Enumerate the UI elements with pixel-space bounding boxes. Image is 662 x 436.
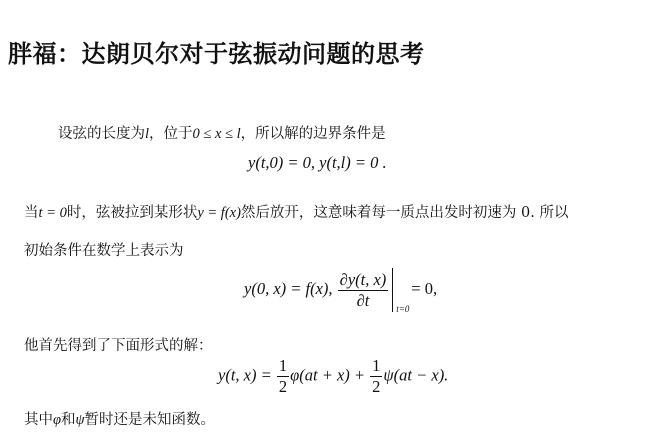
partial-derivative-fraction xyxy=(338,270,389,311)
equation-right: = 0, xyxy=(411,278,438,298)
evaluation-bar xyxy=(392,268,411,312)
fraction-denominator: 2 xyxy=(372,377,381,396)
fraction-numerator: ∂y(t, x) xyxy=(339,269,387,289)
math-t-zero: t = 0 xyxy=(38,205,67,221)
equation-left: y(t, x) = xyxy=(218,365,272,385)
text-segment: 初始条件在数学上表示为 xyxy=(24,243,184,259)
math-psi: ψ xyxy=(75,412,85,428)
equation-right: ψ(at − x). xyxy=(383,365,449,385)
paragraph-initial-shape xyxy=(24,201,568,222)
text-segment: 时，弦被拉到某形状 xyxy=(66,205,198,221)
text-segment: 当 xyxy=(24,205,39,221)
text-segment: ，位于 xyxy=(149,126,193,142)
paragraph-initial-condition-intro xyxy=(24,239,184,260)
text-segment: 其中 xyxy=(24,412,53,428)
equation-text: y(t,0) = 0, y(t,l) = 0 . xyxy=(248,153,387,172)
text-segment: 然后放开，这意味着每一质点出发时初速为 0. 所以 xyxy=(240,205,569,221)
half-fraction xyxy=(277,356,289,397)
paragraph-string-length xyxy=(58,122,386,143)
text-segment: 暂时还是未知函数。 xyxy=(84,412,216,428)
math-var-l: l xyxy=(145,126,150,142)
page-title: 胖福：达朗贝尔对于弦振动问题的思考 xyxy=(8,40,425,68)
equation-middle: φ(at + x) + xyxy=(290,365,366,385)
fraction-denominator: 2 xyxy=(278,377,288,396)
boundary-condition-equation xyxy=(248,153,387,173)
text-segment: 他首先得到了下面形式的解： xyxy=(24,338,213,354)
math-inequality: 0 ≤ x ≤ l xyxy=(192,126,241,142)
fraction-denominator: ∂t xyxy=(356,290,370,310)
half-fraction xyxy=(370,356,382,397)
paragraph-solution-intro xyxy=(24,334,213,355)
text-segment: 设弦的长度为 xyxy=(58,126,145,142)
math-phi: φ xyxy=(53,412,62,428)
paragraph-unknown-functions xyxy=(24,408,215,429)
fraction-numerator: 1 xyxy=(372,356,381,375)
evaluation-subscript: t=0 xyxy=(396,304,410,314)
math-y-fx: y = f(x) xyxy=(197,205,241,221)
text-segment: 和 xyxy=(61,412,76,428)
equation-left: y(0, x) = f(x), xyxy=(244,278,333,298)
text-segment: ，所以解的边界条件是 xyxy=(240,126,386,142)
initial-condition-equation xyxy=(244,268,437,312)
dalembert-solution-equation xyxy=(218,356,448,397)
fraction-numerator: 1 xyxy=(278,356,288,375)
